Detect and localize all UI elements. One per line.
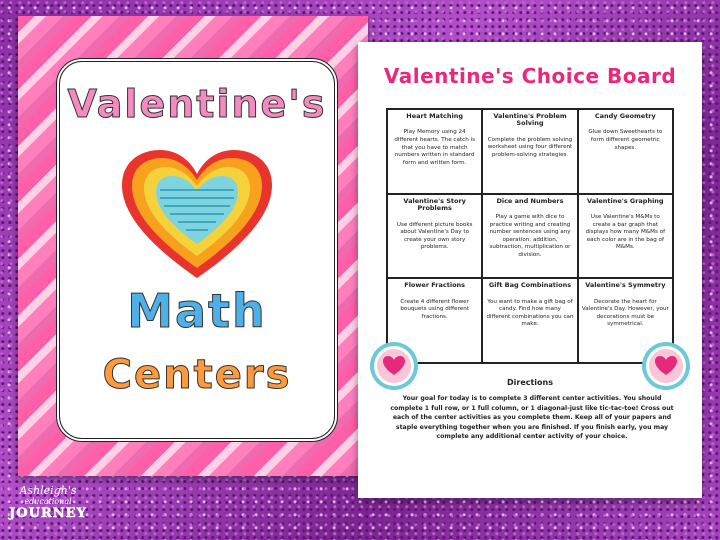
grid-cell	[387, 194, 482, 279]
board-title: Valentine's Choice Board	[383, 64, 677, 88]
cell-text: Use Valentine's M&Ms to create a bar graph that displays how many M&Ms of each color are in the bag of M&Ms.	[585, 214, 666, 251]
cover-frame	[56, 58, 338, 442]
grid-cell	[482, 194, 577, 279]
choice-grid	[386, 108, 674, 364]
directions-title: Directions	[506, 378, 553, 387]
brand-logo	[8, 484, 88, 534]
cell-text: Use different picture books about Valentine's Day to create your own story problems.	[396, 221, 473, 251]
grid-cell	[387, 109, 482, 194]
cell-title: Gift Bag Combinations	[488, 281, 572, 290]
cell-title: Valentine's Symmetry	[585, 281, 666, 290]
cover-title-line1: Valentine's	[67, 82, 327, 126]
cell-text: Play a game with dice to practice writing and creating number sentences using any operation: addition, subtraction, multiplication or division.	[489, 214, 571, 258]
logo-line3: JOURNEY	[9, 506, 87, 521]
cell-title: Candy Geometry	[594, 112, 656, 120]
choice-board-page	[358, 42, 702, 498]
cover-title-line2: Math	[127, 284, 267, 338]
cell-text: Play Memory using 24 different hearts. The catch is that you have to match numbers written in standard form and written form.	[394, 129, 475, 166]
grid-cell	[482, 278, 577, 363]
grid-cell	[482, 109, 577, 194]
heart-icon	[122, 150, 272, 280]
cell-title: Flower Fractions	[404, 281, 466, 290]
cell-text: Create 4 different flower bouquets using different fractions.	[400, 298, 469, 320]
cell-title: Dice and Numbers	[496, 196, 564, 205]
logo-line2: educational	[24, 497, 72, 506]
cover-title-line3: Centers	[102, 352, 292, 398]
cell-title: Valentine's Story Problems	[403, 196, 466, 213]
grid-cell	[578, 194, 673, 279]
cell-title: Valentine's Graphing	[587, 196, 664, 205]
logo-line1: Ashleigh's	[19, 484, 77, 497]
directions-text: Your goal for today is to complete 3 different center activities. You should complete 1 full row, or 1 full column, or 1 diagonal-just like tic-tac-toe! Cross out each of the center activities as you complete them. Keep all of your papers and staple everything together when you are finished. If you finish early, you may complete any additional center activity of your choice.	[390, 395, 674, 441]
cover-page	[18, 16, 368, 476]
cell-title: Valentine's Problem Solving	[493, 112, 567, 128]
cell-text: Complete the problem solving worksheet using four different problem-solving strategies.	[487, 136, 573, 159]
cell-text: Glue down Sweethearts to form different geometric shapes.	[588, 129, 663, 151]
cell-text: Decorate the heart for Valentine's Day. However, your decorations must be symmetrical.	[581, 298, 669, 328]
cell-text: You want to make a gift bag of candy. Find how many different combinations you can make.	[486, 298, 574, 328]
cell-title: Heart Matching	[406, 112, 464, 120]
grid-cell	[578, 109, 673, 194]
